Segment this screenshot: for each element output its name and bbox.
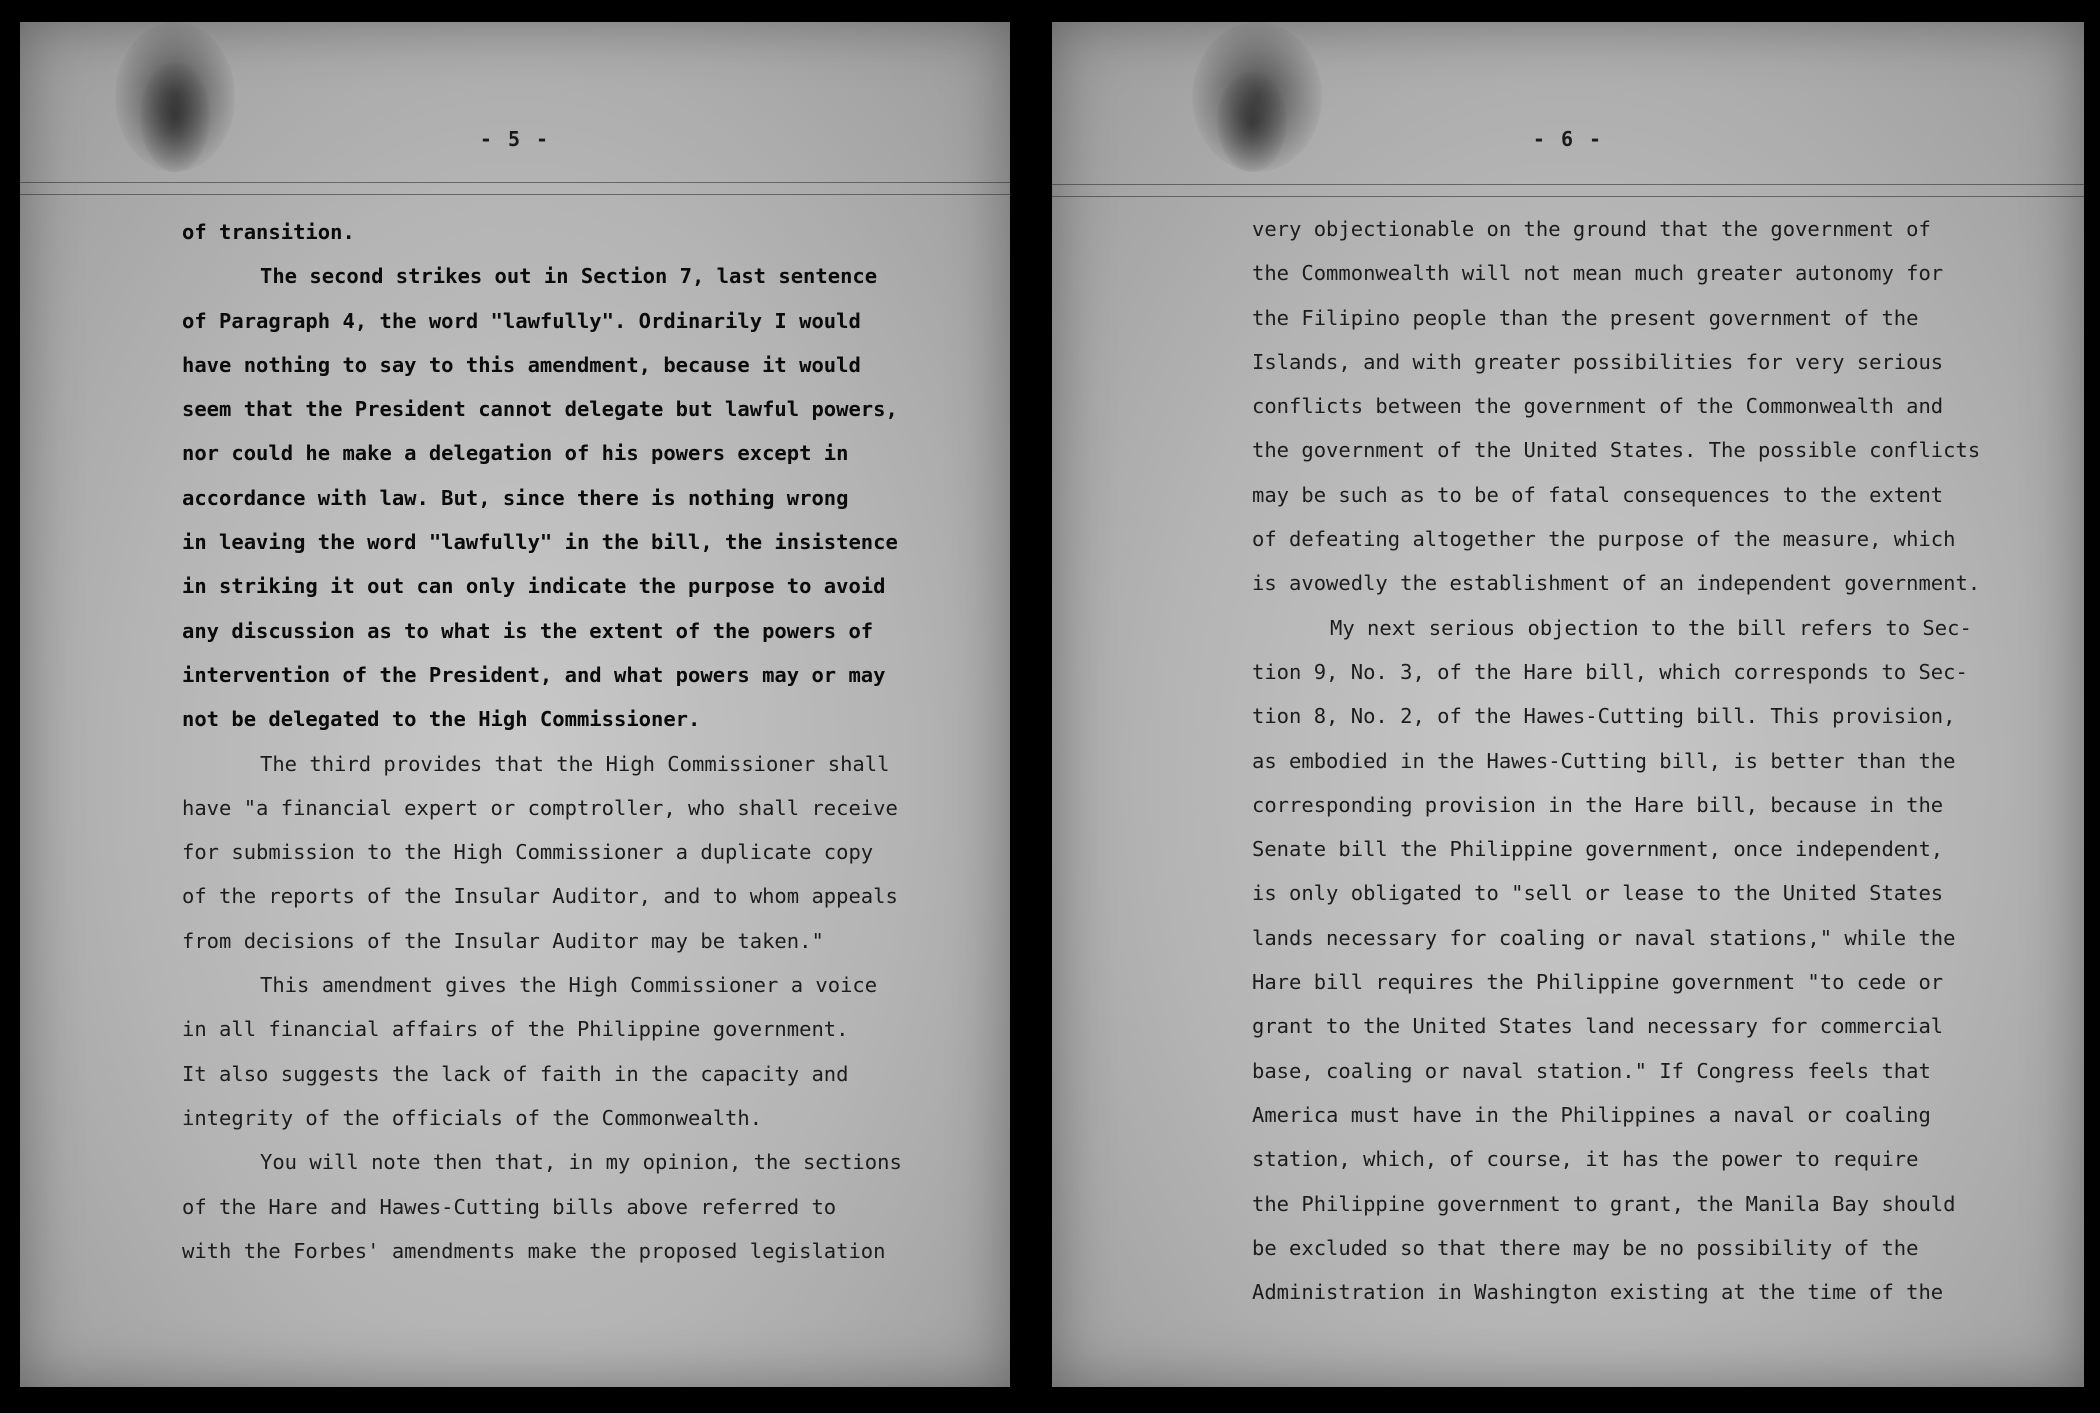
- text-line: the government of the United States. The possible conflicts: [1252, 438, 1981, 463]
- text-line: You will note then that, in my opinion, the sections: [260, 1150, 902, 1175]
- text-line: Administration in Washington existing at the time of the: [1252, 1280, 1944, 1305]
- text-line: grant to the United States land necessary for commercial: [1252, 1014, 1944, 1039]
- text-line: not be delegated to the High Commissioner.: [182, 707, 701, 732]
- text-line: station, which, of course, it has the power to require: [1252, 1147, 1919, 1172]
- text-line: lands necessary for coaling or naval stations," while the: [1252, 925, 1956, 950]
- text-line: This amendment gives the High Commissioner a voice: [260, 973, 878, 998]
- ink-smudge: [140, 62, 210, 172]
- header-rule: [1052, 196, 2084, 197]
- text-line: is avowedly the establishment of an independent government.: [1252, 571, 1981, 596]
- text-line: the Commonwealth will not mean much greater autonomy for: [1252, 261, 1944, 286]
- text-line: in leaving the word "lawfully" in the bill, the insistence: [182, 530, 898, 555]
- text-line: Senate bill the Philippine government, once independent,: [1252, 837, 1944, 862]
- right-page: [1052, 22, 2084, 1387]
- text-line: The second strikes out in Section 7, last sentence: [260, 264, 878, 289]
- text-line: have "a financial expert or comptroller, who shall receive: [182, 795, 898, 820]
- text-line: tion 9, No. 3, of the Hare bill, which corresponds to Sec-: [1252, 659, 1968, 684]
- text-line: of transition.: [182, 220, 355, 244]
- text-line: the Philippine government to grant, the Manila Bay should: [1252, 1191, 1956, 1216]
- text-line: of defeating altogether the purpose of the measure, which: [1252, 527, 1956, 552]
- text-line: base, coaling or naval station." If Congress feels that: [1252, 1058, 1931, 1083]
- text-line: nor could he make a delegation of his powers except in: [182, 441, 849, 466]
- text-line: The third provides that the High Commissioner shall: [260, 751, 890, 776]
- text-line: conflicts between the government of the Commonwealth and: [1252, 394, 1944, 419]
- text-line: seem that the President cannot delegate but lawful powers,: [182, 397, 898, 422]
- text-line: of the Hare and Hawes-Cutting bills above referred to: [182, 1194, 837, 1219]
- left-page: [20, 22, 1010, 1387]
- header-rule: [20, 182, 1010, 183]
- text-line: be excluded so that there may be no possibility of the: [1252, 1235, 1919, 1260]
- page-body-text: [1252, 207, 1980, 1314]
- text-line: Islands, and with greater possibilities for very serious: [1252, 349, 1944, 374]
- text-line: of Paragraph 4, the word "lawfully". Ordinarily I would: [182, 308, 861, 333]
- text-line: Hare bill requires the Philippine government "to cede or: [1252, 970, 1944, 995]
- text-line: accordance with law. But, since there is nothing wrong: [182, 485, 849, 510]
- text-line: with the Forbes' amendments make the proposed legislation: [182, 1238, 886, 1263]
- text-line: is only obligated to "sell or lease to the United States: [1252, 881, 1944, 906]
- text-line: corresponding provision in the Hare bill, because in the: [1252, 792, 1944, 817]
- text-line: in striking it out can only indicate the purpose to avoid: [182, 574, 886, 599]
- page-body-text: [182, 210, 902, 1273]
- text-line: the Filipino people than the present government of the: [1252, 305, 1919, 330]
- text-line: may be such as to be of fatal consequences to the extent: [1252, 482, 1944, 507]
- text-line: intervention of the President, and what powers may or may: [182, 662, 886, 687]
- text-line: integrity of the officials of the Commonwealth.: [182, 1105, 763, 1130]
- text-line: have nothing to say to this amendment, because it would: [182, 352, 861, 377]
- header-rule: [20, 194, 1010, 195]
- text-line: It also suggests the lack of faith in the capacity and: [182, 1061, 849, 1086]
- page-number: - 6 -: [1532, 127, 1604, 151]
- text-line: My next serious objection to the bill refers to Sec-: [1330, 615, 1972, 640]
- text-line: as embodied in the Hawes-Cutting bill, is better than the: [1252, 748, 1956, 773]
- header-rule: [1052, 184, 2084, 185]
- text-line: any discussion as to what is the extent of the powers of: [182, 618, 874, 643]
- text-line: for submission to the High Commissioner a duplicate copy: [182, 840, 874, 865]
- text-line: tion 8, No. 2, of the Hawes-Cutting bill. This provision,: [1252, 704, 1956, 729]
- text-line: of the reports of the Insular Auditor, and to whom appeals: [182, 884, 898, 909]
- text-line: very objectionable on the ground that the government of: [1252, 217, 1931, 241]
- text-line: in all financial affairs of the Philippine government.: [182, 1017, 849, 1042]
- text-line: America must have in the Philippines a naval or coaling: [1252, 1102, 1931, 1127]
- page-number: - 5 -: [479, 127, 551, 151]
- ink-smudge: [1217, 72, 1287, 172]
- text-line: from decisions of the Insular Auditor may be taken.": [182, 928, 824, 953]
